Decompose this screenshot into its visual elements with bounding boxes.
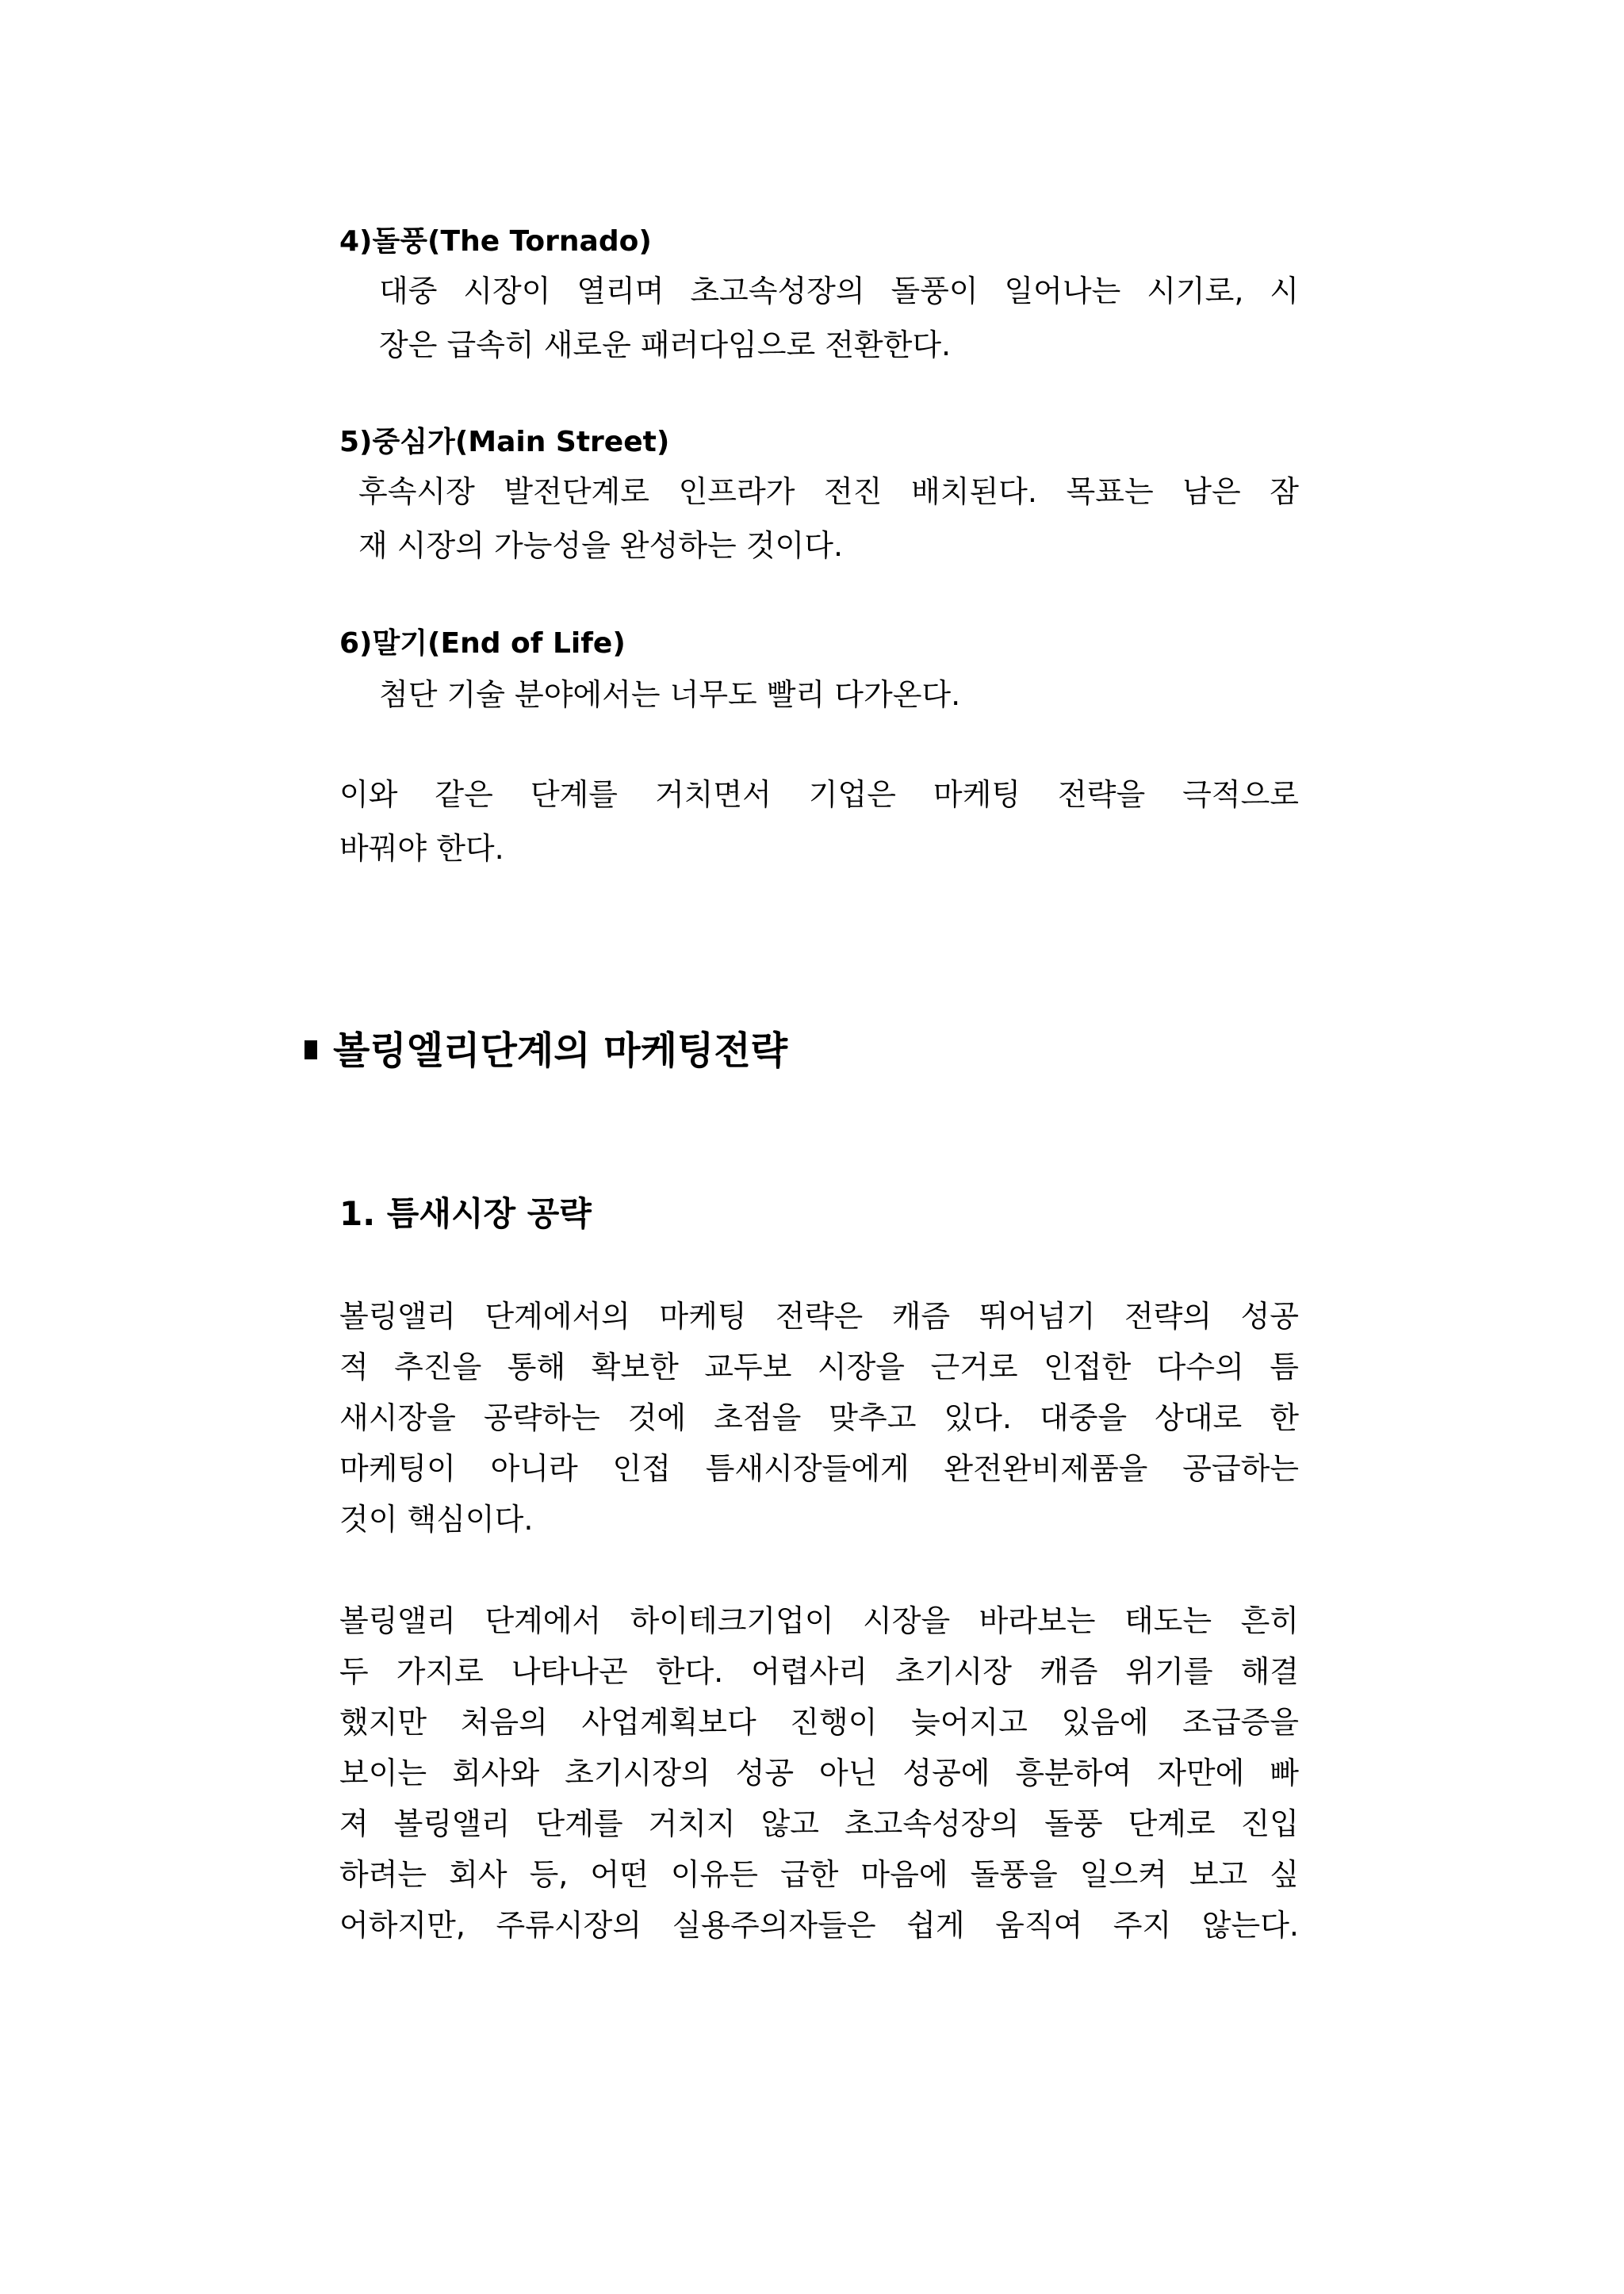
stage-5-heading: 5)중심가(Main Street) [339, 426, 670, 458]
stage-5-line-2: 재 시장의 가능성을 완성하는 것이다. [358, 528, 844, 563]
stage-4-heading: 4)돌풍(The Tornado) [339, 225, 652, 258]
paragraph1-line-2: 적 추진을 통해 확보한 교두보 시장을 근거로 인접한 다수의 틈 [339, 1350, 1299, 1384]
paragraph2-line-6: 하려는 회사 등, 어떤 이유든 급한 마음에 돌풍을 일으켜 보고 싶 [339, 1857, 1299, 1892]
square-bullet-icon [304, 1040, 317, 1059]
stage-4-line-1: 대중 시장이 열리며 초고속성장의 돌풍이 일어나는 시기로, 시 [379, 274, 1299, 308]
paragraph2-line-1: 볼링앨리 단계에서 하이테크기업이 시장을 바라보는 태도는 흔히 [339, 1603, 1299, 1638]
paragraph1-line-5: 것이 핵심이다. [339, 1502, 534, 1537]
paragraph1-line-3: 새시장을 공략하는 것에 초점을 맞추고 있다. 대중을 상대로 한 [339, 1400, 1299, 1435]
stage-5-line-1: 후속시장 발전단계로 인프라가 전진 배치된다. 목표는 남은 잠 [358, 474, 1299, 509]
stage-6-line-1: 첨단 기술 분야에서는 너무도 빨리 다가온다. [379, 677, 961, 712]
paragraph2-line-3: 했지만 처음의 사업계획보다 진행이 늦어지고 있음에 조급증을 [339, 1705, 1299, 1740]
section-title-text: 볼링엘리단계의 마케팅전략 [333, 1028, 788, 1073]
paragraph2-line-4: 보이는 회사와 초기시장의 성공 아닌 성공에 흥분하여 자만에 빠 [339, 1756, 1299, 1790]
paragraph2-line-5: 져 볼링앨리 단계를 거치지 않고 초고속성장의 돌풍 단계로 진입 [339, 1806, 1299, 1841]
section-title [304, 1027, 787, 1074]
paragraph1-line-4: 마케팅이 아니라 인접 틈새시장들에게 완전완비제품을 공급하는 [339, 1451, 1299, 1486]
summary-line-1: 이와 같은 단계를 거치면서 기업은 마케팅 전략을 극적으로 [339, 777, 1299, 812]
paragraph1-line-1: 볼링앨리 단계에서의 마케팅 전략은 캐즘 뛰어넘기 전략의 성공 [339, 1299, 1299, 1334]
subsection-title: 1. 틈새시장 공략 [339, 1194, 592, 1233]
stage-6-heading: 6)말기(End of Life) [339, 627, 626, 660]
summary-line-2: 바꿔야 한다. [339, 831, 504, 866]
paragraph2-line-7: 어하지만, 주류시장의 실용주의자들은 쉽게 움직여 주지 않는다. [339, 1908, 1299, 1943]
paragraph2-line-2: 두 가지로 나타나곤 한다. 어렵사리 초기시장 캐즘 위기를 해결 [339, 1654, 1299, 1689]
stage-4-line-2: 장은 급속히 새로운 패러다임으로 전환한다. [379, 327, 952, 362]
